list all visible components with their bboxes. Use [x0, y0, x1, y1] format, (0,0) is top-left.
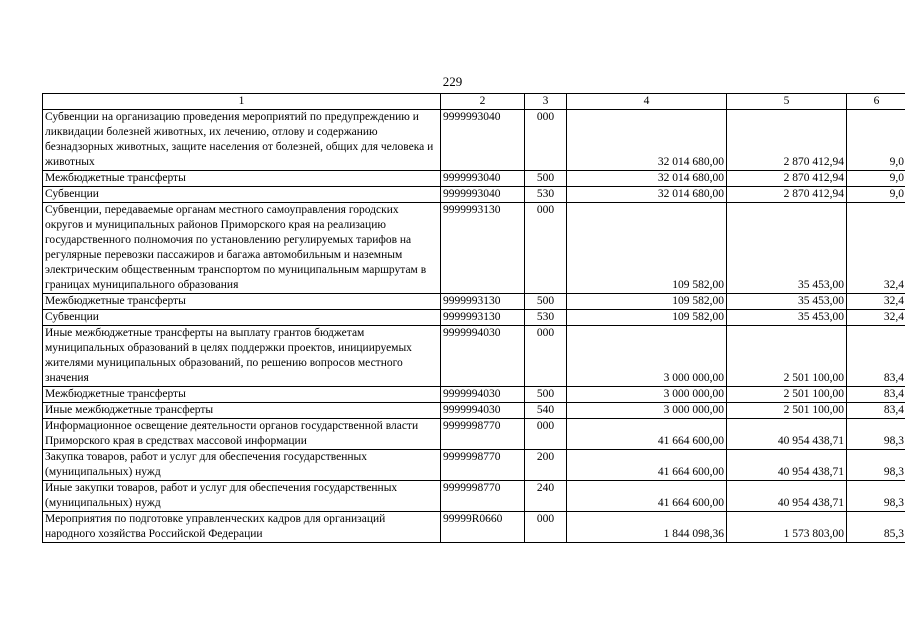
row-plan-cell: 32 014 680,00 [567, 171, 727, 187]
row-name-cell: Межбюджетные трансферты [43, 387, 441, 403]
row-plan-cell: 32 014 680,00 [567, 187, 727, 203]
row-fact-cell: 35 453,00 [727, 294, 847, 310]
row-plan-cell: 1 844 098,36 [567, 512, 727, 543]
row-percent-cell: 32,4 [847, 294, 905, 310]
row-plan-cell: 41 664 600,00 [567, 481, 727, 512]
row-code-cell: 9999993130 [441, 203, 525, 294]
row-plan-cell: 3 000 000,00 [567, 403, 727, 419]
row-type-cell: 240 [525, 481, 567, 512]
row-type-cell: 530 [525, 187, 567, 203]
row-name-cell: Иные межбюджетные трансферты [43, 403, 441, 419]
table-row [43, 419, 905, 450]
row-type-cell: 000 [525, 419, 567, 450]
row-code-cell: 9999998770 [441, 450, 525, 481]
table-row [43, 450, 905, 481]
row-type-cell: 530 [525, 310, 567, 326]
header-cell: 1 [43, 94, 441, 110]
row-code-cell: 9999993130 [441, 294, 525, 310]
row-name-cell: Иные закупки товаров, работ и услуг для обеспечения государственных (муниципальных) нужд [43, 481, 441, 512]
row-type-cell: 500 [525, 294, 567, 310]
row-type-cell: 500 [525, 387, 567, 403]
row-code-cell: 9999993040 [441, 110, 525, 171]
row-fact-cell: 40 954 438,71 [727, 481, 847, 512]
row-plan-cell: 3 000 000,00 [567, 326, 727, 387]
row-percent-cell: 83,4 [847, 403, 905, 419]
row-name-cell: Информационное освещение деятельности органов государственной власти Приморского края в средствах массовой информации [43, 419, 441, 450]
row-percent-cell: 98,3 [847, 419, 905, 450]
row-name-cell: Мероприятия по подготовке управленческих кадров для организаций народного хозяйства Российской Федерации [43, 512, 441, 543]
table-row [43, 481, 905, 512]
row-fact-cell: 2 870 412,94 [727, 187, 847, 203]
row-percent-cell: 98,3 [847, 481, 905, 512]
row-percent-cell: 85,3 [847, 512, 905, 543]
row-fact-cell: 35 453,00 [727, 310, 847, 326]
row-plan-cell: 109 582,00 [567, 294, 727, 310]
row-type-cell: 000 [525, 203, 567, 294]
row-fact-cell: 40 954 438,71 [727, 450, 847, 481]
row-name-cell: Субвенции [43, 310, 441, 326]
row-type-cell: 000 [525, 326, 567, 387]
row-fact-cell: 35 453,00 [727, 203, 847, 294]
row-fact-cell: 1 573 803,00 [727, 512, 847, 543]
table-row [43, 512, 905, 543]
table-row [43, 294, 905, 310]
row-code-cell: 9999993130 [441, 310, 525, 326]
row-percent-cell: 32,4 [847, 203, 905, 294]
row-fact-cell: 40 954 438,71 [727, 419, 847, 450]
page-number: 229 [442, 74, 463, 89]
row-type-cell: 000 [525, 110, 567, 171]
table-row [43, 110, 905, 171]
row-code-cell: 9999993040 [441, 171, 525, 187]
row-plan-cell: 41 664 600,00 [567, 450, 727, 481]
row-plan-cell: 109 582,00 [567, 310, 727, 326]
row-name-cell: Межбюджетные трансферты [43, 171, 441, 187]
row-plan-cell: 3 000 000,00 [567, 387, 727, 403]
row-name-cell: Субвенции на организацию проведения мероприятий по предупреждению и ликвидации болезней животных, их лечению, отлову и содержанию безнадзорных животных, защите населения от болезней, общих для человека и животных [43, 110, 441, 171]
header-cell: 5 [727, 94, 847, 110]
row-percent-cell: 32,4 [847, 310, 905, 326]
header-cell: 3 [525, 94, 567, 110]
row-type-cell: 540 [525, 403, 567, 419]
header-row [43, 94, 905, 110]
row-fact-cell: 2 501 100,00 [727, 403, 847, 419]
budget-table [42, 93, 905, 543]
table-row [43, 203, 905, 294]
row-fact-cell: 2 501 100,00 [727, 326, 847, 387]
row-code-cell: 99999R0660 [441, 512, 525, 543]
row-type-cell: 500 [525, 171, 567, 187]
row-name-cell: Иные межбюджетные трансферты на выплату грантов бюджетам муниципальных образований в целях поддержки проектов, инициируемых жителями муниципальных образований, по решению вопросов местного значения [43, 326, 441, 387]
row-code-cell: 9999994030 [441, 326, 525, 387]
row-fact-cell: 2 501 100,00 [727, 387, 847, 403]
table-row [43, 171, 905, 187]
header-cell: 4 [567, 94, 727, 110]
row-type-cell: 000 [525, 512, 567, 543]
row-code-cell: 9999994030 [441, 403, 525, 419]
row-fact-cell: 2 870 412,94 [727, 171, 847, 187]
row-percent-cell: 9,0 [847, 110, 905, 171]
table-row [43, 387, 905, 403]
row-code-cell: 9999998770 [441, 481, 525, 512]
row-plan-cell: 32 014 680,00 [567, 110, 727, 171]
row-percent-cell: 98,3 [847, 450, 905, 481]
row-code-cell: 9999994030 [441, 387, 525, 403]
row-fact-cell: 2 870 412,94 [727, 110, 847, 171]
table-row [43, 403, 905, 419]
header-cell: 2 [441, 94, 525, 110]
row-name-cell: Закупка товаров, работ и услуг для обеспечения государственных (муниципальных) нужд [43, 450, 441, 481]
row-percent-cell: 83,4 [847, 387, 905, 403]
row-type-cell: 200 [525, 450, 567, 481]
row-name-cell: Межбюджетные трансферты [43, 294, 441, 310]
row-plan-cell: 41 664 600,00 [567, 419, 727, 450]
row-percent-cell: 9,0 [847, 171, 905, 187]
row-plan-cell: 109 582,00 [567, 203, 727, 294]
table-row [43, 326, 905, 387]
row-name-cell: Субвенции [43, 187, 441, 203]
header-cell: 6 [847, 94, 905, 110]
row-percent-cell: 9,0 [847, 187, 905, 203]
row-code-cell: 9999993040 [441, 187, 525, 203]
table-row [43, 187, 905, 203]
table-row [43, 310, 905, 326]
row-code-cell: 9999998770 [441, 419, 525, 450]
row-name-cell: Субвенции, передаваемые органам местного самоуправления городских округов и муниципальных районов Приморского края на реализацию государственного полномочия по установлению регулируемых тарифов на регулярные перевозки пассажиров и багажа автомобильным и наземным электрическим общественным транспортом по муниципальным маршрутам в границах муниципального образования [43, 203, 441, 294]
row-percent-cell: 83,4 [847, 326, 905, 387]
